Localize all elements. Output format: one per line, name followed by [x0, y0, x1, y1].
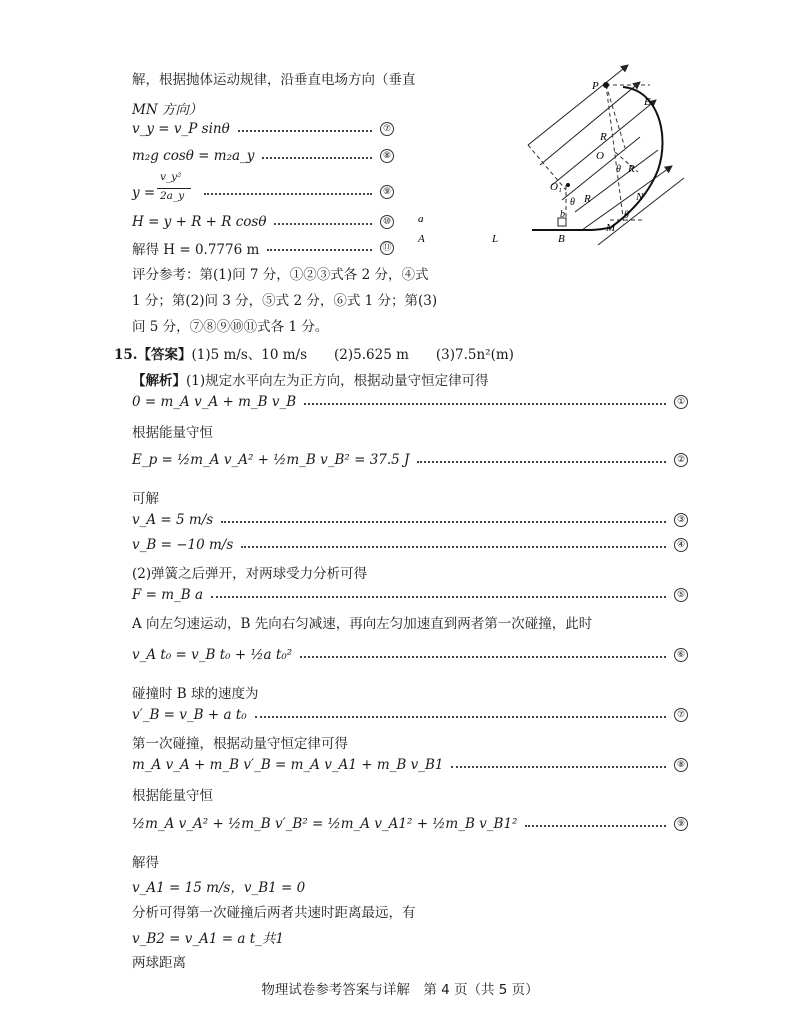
label-n: N — [636, 191, 644, 203]
q15-eq7-row — [132, 707, 688, 723]
prev-eq11-row — [132, 238, 394, 258]
point-p — [603, 82, 609, 88]
velocity-intro: 碰撞时 B 球的速度为 — [132, 686, 259, 702]
label-o: O — [596, 150, 604, 162]
label-L: L — [492, 233, 499, 245]
prev-eq11: 解得 H = 0.7776 m — [132, 242, 260, 258]
q15-eq2-row — [132, 452, 688, 468]
label-theta-left: θ — [570, 197, 575, 208]
part2-intro: (2)弹簧之后弹开，对两球受力分析可得 — [132, 566, 368, 582]
leader-dots — [300, 656, 666, 658]
prev-eq9-leader — [196, 185, 394, 199]
solution-intro-line1: 解，根据抛体运动规律，沿垂直电场方向（垂直 — [132, 72, 416, 88]
q15-eq8-row — [132, 757, 688, 773]
q15-eq1-mark: ① — [674, 395, 688, 409]
prev-eq10: H = y + R + R cosθ — [132, 214, 267, 230]
momentum-intro: 第一次碰撞，根据动量守恒定律可得 — [132, 736, 348, 752]
leader-dots — [255, 716, 666, 718]
q15-eq5-row — [132, 587, 688, 603]
leader-dots — [451, 766, 666, 768]
leader-dots — [417, 461, 666, 463]
common-velocity-eq: v_B2 = v_A1 = a t_共1 — [132, 931, 284, 947]
label-a: a — [418, 213, 424, 225]
motion-description: A 向左匀速运动，B 先向右匀减速，再向左匀加速直到两者第一次碰撞，此时 — [132, 616, 593, 632]
prev-eq9-lhs: y = — [132, 185, 156, 201]
q15-eq8: m_A v_A + m_B v′_B = m_A v_A1 + m_B v_B1 — [132, 757, 444, 773]
analysis-tag: 【解析】 — [132, 373, 186, 389]
leader-dots — [262, 157, 372, 159]
analysis-intro: (1)规定水平向左为正方向，根据动量守恒定律可得 — [186, 373, 489, 389]
prev-eq9-mark: ⑨ — [380, 185, 394, 199]
distance-label: 两球距离 — [132, 955, 186, 971]
leader-dots — [274, 223, 372, 225]
label-p: P — [592, 80, 599, 92]
q15-eq2: E_p = ½m_A v_A² + ½m_B v_B² = 37.5 J — [132, 452, 410, 468]
q15-eq3-row — [132, 512, 688, 528]
label-r-lower: R — [584, 193, 591, 205]
prev-eq9-numerator: v_y² — [160, 171, 182, 183]
prev-eq8-row — [132, 148, 394, 164]
solution-intro-line2: MN 方向） — [132, 102, 203, 118]
answer-tag: 【答案】 — [137, 347, 192, 363]
label-theta-lower: θ — [624, 210, 629, 221]
q15-eq6-mark: ⑥ — [674, 648, 688, 662]
q15-eq7: v′_B = v_B + a t₀ — [132, 707, 247, 723]
q15-answer: (1)5 m/s、10 m/s (2)5.625 m (3)7.5n²(m) — [191, 347, 514, 363]
result-values: v_A1 = 15 m/s，v_B1 = 0 — [132, 880, 306, 896]
leader-dots — [238, 130, 372, 132]
q15-eq5-mark: ⑤ — [674, 588, 688, 602]
page-footer: 物理试卷参考答案与详解 第 4 页（共 5 页） — [261, 982, 539, 998]
physics-diagram — [410, 60, 710, 250]
q15-eq3-mark: ③ — [674, 513, 688, 527]
label-e: E — [644, 96, 651, 108]
label-r-upper: R — [600, 131, 607, 143]
label-theta-upper: θ — [616, 164, 621, 175]
q15-eq4-row — [132, 537, 688, 553]
q15-eq1-row — [132, 394, 688, 410]
prev-eq7-mark: ⑦ — [380, 122, 394, 136]
analysis-intro-row — [132, 369, 489, 389]
label-b: B — [558, 233, 565, 245]
ground-track — [532, 228, 610, 230]
leader-dots — [304, 403, 666, 405]
q15-eq3: v_A = 5 m/s — [132, 512, 214, 528]
prev-eq8-mark: ⑧ — [380, 149, 394, 163]
analysis-2: 分析可得第一次碰撞后两者共速时距离最远，有 — [132, 905, 416, 921]
leader-dots — [211, 596, 666, 598]
energy-intro: 根据能量守恒 — [132, 425, 213, 441]
prev-eq8: m₂g cosθ = m₂a_y — [132, 148, 255, 164]
leader-dots — [221, 521, 666, 523]
q15-header — [114, 343, 514, 363]
q15-eq7-mark: ⑦ — [674, 708, 688, 722]
prev-eq9-denominator: 2a_y — [160, 190, 185, 202]
fraction-bar — [157, 188, 191, 189]
q15-eq1: 0 = m_A v_A + m_B v_B — [132, 394, 297, 410]
label-o1: O₁ — [550, 181, 562, 193]
q15-eq6-row — [132, 647, 688, 663]
q15-eq8-mark: ⑧ — [674, 758, 688, 772]
energy-intro-2: 根据能量守恒 — [132, 788, 213, 804]
q15-eq9: ½m_A v_A² + ½m_B v′_B² = ½m_A v_A1² + ½m_B v_B1² — [132, 816, 518, 832]
leader-dots — [267, 249, 372, 251]
label-A: A — [418, 233, 425, 245]
grading-line3: 问 5 分，⑦⑧⑨⑩⑪式各 1 分。 — [132, 319, 329, 335]
q15-eq4-mark: ④ — [674, 538, 688, 552]
q15-eq9-mark: ⑨ — [674, 817, 688, 831]
prev-eq11-mark: ⑪ — [380, 241, 394, 255]
prev-eq10-row — [132, 214, 394, 230]
prev-eq7-row — [132, 121, 394, 137]
q15-eq6: v_A t₀ = v_B t₀ + ½a t₀² — [132, 647, 293, 663]
q15-eq5: F = m_B a — [132, 587, 204, 603]
q15-eq2-mark: ② — [674, 453, 688, 467]
q15-eq9-row — [132, 816, 688, 832]
leader-dots — [241, 546, 666, 548]
q15-number: 15. — [114, 347, 138, 363]
label-m: M — [606, 222, 616, 234]
circular-track — [610, 87, 663, 228]
label-b-small: b — [560, 209, 565, 220]
q15-eq4: v_B = −10 m/s — [132, 537, 234, 553]
solve-intro: 可解 — [132, 491, 159, 507]
prev-eq10-mark: ⑩ — [380, 215, 394, 229]
label-r-mid: R — [628, 163, 635, 175]
leader-dots — [204, 193, 372, 195]
grading-line1: 评分参考：第(1)问 7 分，①②③式各 2 分，④式 — [132, 267, 429, 283]
grading-line2: 1 分；第(2)问 3 分，⑤式 2 分，⑥式 1 分；第(3) — [132, 293, 438, 309]
prev-eq7: v_y = v_P sinθ — [132, 121, 230, 137]
field-lines — [528, 65, 684, 245]
leader-dots — [525, 825, 666, 827]
solve-intro-2: 解得 — [132, 855, 159, 871]
point-o1 — [566, 183, 570, 187]
